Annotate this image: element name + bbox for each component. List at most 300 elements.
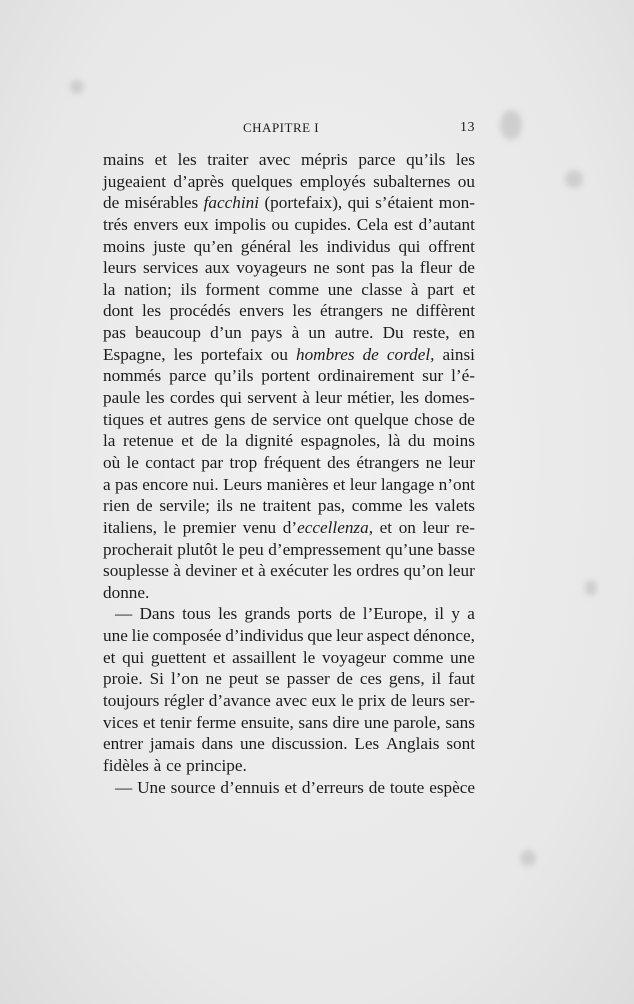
word xyxy=(301,149,348,171)
page-number: 13 xyxy=(460,120,475,135)
word xyxy=(399,517,416,539)
running-header xyxy=(103,120,475,140)
word-part: des xyxy=(327,452,351,472)
word xyxy=(400,387,419,409)
word-part: à xyxy=(291,323,300,343)
word-part: de xyxy=(339,604,356,624)
word-part: et xyxy=(284,777,297,797)
word xyxy=(420,257,452,279)
word xyxy=(247,387,297,409)
word xyxy=(413,322,450,344)
word-part: ainsi xyxy=(442,344,475,364)
word xyxy=(318,365,414,387)
word-part: l’on xyxy=(170,669,199,689)
word-part: quelques xyxy=(231,171,293,191)
word-part: reste, xyxy=(412,323,450,343)
word-part: source xyxy=(170,777,216,797)
word-part: parole, xyxy=(393,712,441,732)
word xyxy=(267,474,329,496)
word-part: diffèrent xyxy=(416,301,475,321)
word-part: italiens, xyxy=(103,517,157,537)
word xyxy=(103,712,138,734)
word-part: et xyxy=(154,150,168,169)
word xyxy=(154,755,162,777)
word xyxy=(103,322,126,344)
word xyxy=(122,647,144,669)
chapter-title: CHAPITRE I xyxy=(243,120,320,135)
word xyxy=(390,777,424,799)
word-part: facchini xyxy=(203,193,259,213)
word-part: valets xyxy=(434,496,475,516)
word-part: ordres xyxy=(356,561,400,581)
word-part: régler xyxy=(164,691,205,711)
word-part: général xyxy=(240,236,292,256)
word xyxy=(214,214,266,236)
word xyxy=(391,300,407,322)
word xyxy=(435,495,475,517)
word xyxy=(393,647,444,669)
word-part: espèce xyxy=(429,777,475,797)
word-part: à xyxy=(153,755,162,775)
word xyxy=(271,344,288,366)
text-line xyxy=(103,755,475,777)
word-part: toute xyxy=(389,777,425,797)
word xyxy=(103,517,157,539)
text-line xyxy=(103,387,475,409)
word-part: autre. xyxy=(334,323,374,343)
word xyxy=(448,560,475,582)
word-part: tiques xyxy=(103,409,145,429)
word xyxy=(363,603,427,625)
word xyxy=(463,279,475,301)
word xyxy=(245,430,293,452)
word xyxy=(393,712,440,734)
text-line xyxy=(103,733,475,755)
word xyxy=(153,625,222,647)
word-part: est xyxy=(393,214,413,234)
word xyxy=(103,668,143,690)
word xyxy=(173,560,181,582)
word-part: exécuter xyxy=(270,561,329,581)
word xyxy=(299,236,318,258)
word-part: vices xyxy=(103,712,139,732)
word xyxy=(350,474,377,496)
word xyxy=(448,668,475,690)
word xyxy=(411,279,419,301)
word xyxy=(171,777,216,799)
word-part: Espagne, xyxy=(103,344,166,364)
word-part: domes- xyxy=(424,388,475,408)
word-part: fidèles xyxy=(103,755,149,775)
word xyxy=(433,430,475,452)
word xyxy=(307,625,332,647)
word xyxy=(394,214,413,236)
word xyxy=(196,712,236,734)
text-line xyxy=(103,603,475,625)
word xyxy=(300,171,366,193)
word xyxy=(301,430,381,452)
word xyxy=(135,322,201,344)
word-part: ensuite, xyxy=(240,712,294,732)
word xyxy=(322,647,386,669)
word xyxy=(388,430,400,452)
word xyxy=(298,712,328,734)
word xyxy=(236,257,307,279)
word-part: trop xyxy=(229,452,258,472)
word-part: qu’on xyxy=(403,561,444,581)
word-part: ferme xyxy=(196,712,237,732)
word xyxy=(326,236,390,258)
text-line xyxy=(103,236,475,258)
word-part: et xyxy=(103,647,116,667)
word-part: principe. xyxy=(186,755,247,775)
text-line xyxy=(103,517,475,539)
word xyxy=(241,560,253,582)
word xyxy=(155,149,167,171)
word xyxy=(428,236,474,258)
word xyxy=(327,409,349,431)
stain xyxy=(565,170,583,188)
stain xyxy=(70,80,84,94)
word-part: traiter xyxy=(207,150,249,169)
word xyxy=(336,625,363,647)
word xyxy=(369,777,385,799)
word-part: à xyxy=(258,561,266,581)
text-line xyxy=(103,777,475,799)
word-part: une xyxy=(364,712,389,732)
word xyxy=(103,236,145,258)
word xyxy=(268,279,319,301)
word-part: eux xyxy=(311,691,337,711)
word-part: juste xyxy=(153,236,186,256)
word xyxy=(302,777,364,799)
word-part: lie xyxy=(131,626,149,646)
word xyxy=(167,409,208,431)
word xyxy=(409,495,428,517)
word xyxy=(435,603,445,625)
word-part: le xyxy=(302,647,316,667)
word xyxy=(347,387,395,409)
word-part: pas xyxy=(103,323,126,343)
word-part: leur xyxy=(448,452,475,472)
word xyxy=(184,214,209,236)
word xyxy=(442,344,474,366)
word xyxy=(387,344,435,366)
word-part: le xyxy=(221,539,235,559)
word xyxy=(354,409,408,431)
word xyxy=(223,474,262,496)
word xyxy=(204,192,259,214)
word-part: individus xyxy=(326,236,391,256)
word xyxy=(103,452,120,474)
word-part: métier, xyxy=(347,388,395,408)
word-part: de xyxy=(390,691,407,711)
word-part: subalternes xyxy=(373,171,451,191)
word xyxy=(375,192,433,214)
word xyxy=(103,279,115,301)
word-part: sans xyxy=(445,712,475,732)
word-part: les xyxy=(145,388,165,408)
word-part: aspect xyxy=(366,626,410,646)
word-part: impolis xyxy=(214,214,266,234)
word-part: les xyxy=(142,301,162,321)
word xyxy=(103,647,115,669)
word-part: de xyxy=(362,344,379,364)
word-part: de xyxy=(136,496,153,516)
word-part: souplesse xyxy=(103,561,169,581)
word xyxy=(217,495,233,517)
word-part: ont xyxy=(326,409,349,429)
word xyxy=(408,430,425,452)
word xyxy=(180,279,196,301)
text-line xyxy=(103,279,475,301)
text-line xyxy=(103,560,475,582)
word-part: leurs xyxy=(411,691,445,711)
word-part: et xyxy=(142,712,156,732)
word-part: jamais xyxy=(149,734,195,754)
word-part: — xyxy=(115,604,133,624)
word-part: d’erreurs xyxy=(301,777,364,797)
word xyxy=(103,171,166,193)
word xyxy=(225,625,303,647)
stain xyxy=(500,110,522,140)
word xyxy=(270,560,328,582)
word xyxy=(456,517,475,539)
word-part: employés xyxy=(299,171,366,191)
word xyxy=(150,733,195,755)
word-part: ne xyxy=(239,496,256,516)
word-part: tenir xyxy=(159,712,192,732)
word-part: qu’une xyxy=(385,539,434,559)
word xyxy=(424,387,475,409)
text-line xyxy=(103,365,475,387)
word-part: ordinairement xyxy=(317,366,415,386)
word-part: étrangers xyxy=(319,301,383,321)
word-part: un xyxy=(308,323,326,343)
word xyxy=(467,603,475,625)
word-part: mon- xyxy=(438,193,475,213)
word xyxy=(213,647,225,669)
word-part: par xyxy=(201,452,224,472)
word xyxy=(416,300,475,322)
word-part: où xyxy=(103,452,121,472)
word-part: nation; xyxy=(124,279,172,299)
word-part: et xyxy=(379,517,393,537)
word-part: d’un xyxy=(210,323,242,343)
word xyxy=(336,257,365,279)
word-part: tous xyxy=(182,604,211,624)
stain xyxy=(585,580,597,596)
word-part: s’étaient xyxy=(375,193,434,213)
word xyxy=(335,322,374,344)
word-part: aux xyxy=(204,258,230,278)
stain xyxy=(520,850,536,866)
body-text xyxy=(103,149,475,798)
word-part: envers xyxy=(239,301,284,321)
word xyxy=(241,236,292,258)
word-part: à xyxy=(302,388,310,408)
word xyxy=(170,387,215,409)
word xyxy=(103,149,144,171)
word-part: fleur xyxy=(419,258,453,278)
word xyxy=(214,409,246,431)
word-part: portent xyxy=(261,366,310,386)
word xyxy=(352,495,403,517)
word-part: traitent xyxy=(262,496,312,516)
word xyxy=(357,214,389,236)
word xyxy=(125,192,199,214)
word-part: sans xyxy=(298,712,329,732)
word-part: gens, xyxy=(388,669,425,689)
word xyxy=(446,733,475,755)
word xyxy=(222,539,234,561)
text-line xyxy=(103,582,475,604)
word-part: servile; xyxy=(159,496,210,516)
text-line xyxy=(103,149,475,171)
word-part: en xyxy=(458,323,475,343)
word xyxy=(171,668,199,690)
word xyxy=(327,452,350,474)
word xyxy=(241,712,294,734)
word-part: procédés xyxy=(169,301,231,321)
word xyxy=(413,625,475,647)
text-line xyxy=(103,690,475,712)
word-part: passer xyxy=(286,669,330,689)
word-part: les xyxy=(332,561,352,581)
word-part: ou xyxy=(270,344,288,364)
word-part: encore xyxy=(142,474,189,494)
word-part: — xyxy=(115,777,133,797)
word-part: de xyxy=(368,777,385,797)
text-line xyxy=(103,322,475,344)
word xyxy=(333,560,352,582)
word xyxy=(206,668,222,690)
word-part: Si xyxy=(149,669,164,689)
word-part: la xyxy=(400,258,414,278)
word-part: ports xyxy=(297,604,332,624)
word xyxy=(259,149,290,171)
word-part: il xyxy=(434,604,445,624)
word-part: qu’ils xyxy=(214,366,254,386)
word-part: Dans xyxy=(139,604,175,624)
word-part: entrer xyxy=(103,734,144,754)
word-part: d’autant xyxy=(418,214,475,234)
word-part: classe xyxy=(361,279,403,299)
word-part: étrangers xyxy=(356,452,420,472)
word xyxy=(265,668,279,690)
text-line xyxy=(103,452,475,474)
word-part: une xyxy=(103,626,128,646)
word xyxy=(183,517,236,539)
word-part: d’ennuis xyxy=(220,777,280,797)
word xyxy=(333,474,345,496)
word xyxy=(103,582,149,604)
word-part: a xyxy=(467,604,475,624)
word-part: misérables xyxy=(124,193,199,213)
word xyxy=(201,452,223,474)
word-part: procherait xyxy=(103,539,173,559)
word-part: qu’en xyxy=(193,236,233,256)
word xyxy=(124,279,172,301)
word xyxy=(202,733,234,755)
word xyxy=(427,279,454,301)
word xyxy=(170,300,231,322)
word-part: autres xyxy=(167,409,209,429)
word xyxy=(361,279,402,301)
word xyxy=(194,236,233,258)
text-line xyxy=(103,192,475,214)
word-part: paule xyxy=(103,388,141,408)
word-part: ne xyxy=(391,301,408,321)
word-part: beaucoup xyxy=(135,323,201,343)
word xyxy=(139,603,174,625)
word-part: plutôt xyxy=(177,539,218,559)
word xyxy=(303,647,315,669)
word-part: comme xyxy=(268,279,320,299)
word xyxy=(358,149,395,171)
word xyxy=(145,452,195,474)
word xyxy=(458,171,475,193)
word-part: leur xyxy=(422,517,450,537)
word xyxy=(137,777,166,799)
word xyxy=(232,647,296,669)
word-part: dont xyxy=(103,301,134,321)
word xyxy=(225,430,237,452)
word-part: d’individus xyxy=(225,626,304,646)
word xyxy=(151,647,206,669)
word-part: le xyxy=(341,691,354,711)
word xyxy=(164,517,176,539)
text-line xyxy=(103,668,475,690)
word-part: forment xyxy=(205,279,260,299)
word xyxy=(239,300,284,322)
word xyxy=(401,257,413,279)
word xyxy=(103,214,128,236)
word xyxy=(423,517,450,539)
word-part: hombres xyxy=(295,344,355,364)
word xyxy=(261,365,310,387)
word-part: discussion. xyxy=(271,734,348,754)
word xyxy=(275,690,306,712)
word xyxy=(373,171,450,193)
word-part: portefaix xyxy=(200,344,263,364)
word xyxy=(178,149,197,171)
word-part: eccellenza, xyxy=(297,517,373,537)
word-part: prix xyxy=(358,691,386,711)
word-part: leur xyxy=(336,626,363,646)
word-part: cupides. xyxy=(294,214,352,234)
word-part: et xyxy=(149,409,162,429)
word-part: rien xyxy=(103,496,130,516)
word-part: assaillent xyxy=(232,647,297,667)
word xyxy=(312,690,337,712)
word-part: avec xyxy=(258,150,291,169)
word xyxy=(159,495,210,517)
word-part: a xyxy=(103,474,111,494)
word-part: le xyxy=(163,517,176,537)
word-part: et xyxy=(241,561,254,581)
word xyxy=(153,236,185,258)
word xyxy=(166,755,181,777)
word-part: une xyxy=(327,279,353,299)
word xyxy=(422,365,443,387)
word-part: voyageurs xyxy=(236,258,307,278)
word xyxy=(142,300,161,322)
word-part: une xyxy=(239,734,265,754)
word-part: de xyxy=(201,431,218,451)
word xyxy=(150,409,162,431)
word-part: ils xyxy=(180,279,197,299)
